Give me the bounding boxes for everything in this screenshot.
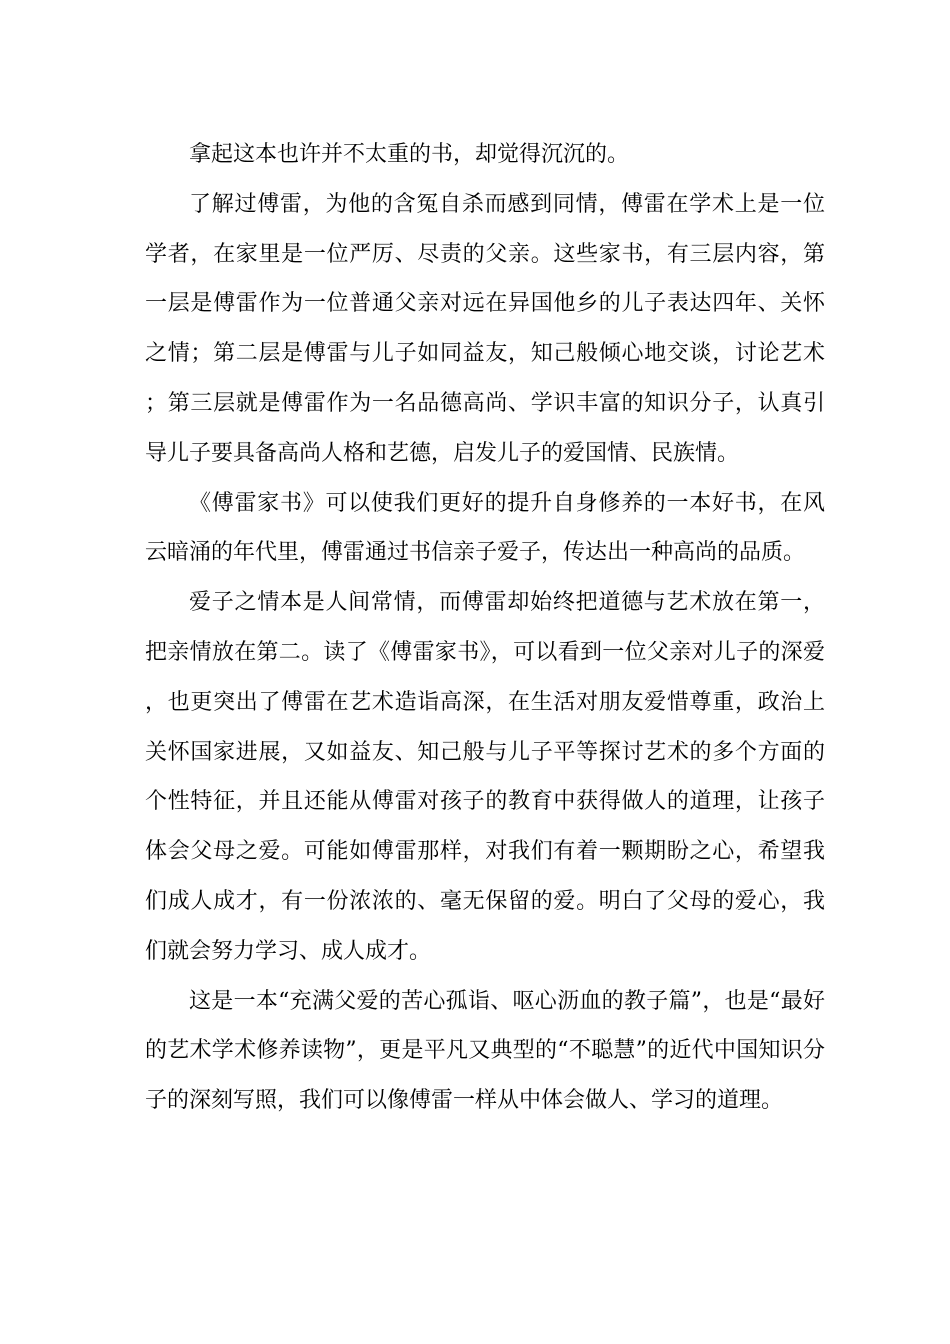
paragraph-5: 这是一本“充满父爱的苦心孤诣、呕心沥血的教子篇”，也是“最好的艺术学术修养读物”，更是平凡又典型的“不聪慧”的近代中国知识分子的深刻写照，我们可以像傅雷一样从中体会做人、学习的道理。: [145, 988, 825, 1114]
paragraph-4: 爱子之情本是人间常情，而傅雷却始终把道德与艺术放在第一，把亲情放在第二。读了《傅雷家书》，可以看到一位父亲对儿子的深爱，也更突出了傅雷在艺术造诣高深，在生活对朋友爱惜尊重，政治上关怀国家进展，又如益友、知己般与儿子平等探讨艺术的多个方面的个性特征，并且还能从傅雷对孩子的教育中获得做人的道理，让孩子体会父母之爱。可能如傅雷那样，对我们有着一颗期盼之心，希望我们成人成才，有一份浓浓的、毫无保留的爱。明白了父母的爱心，我们就会努力学习、成人成才。: [145, 590, 825, 964]
document-body: [145, 130, 825, 1126]
paragraph-3: 《傅雷家书》可以使我们更好的提升自身修养的一本好书，在风云暗涌的年代里，傅雷通过书信亲子爱子，传达出一种高尚的品质。: [145, 490, 825, 566]
paragraph-1: 拿起这本也许并不太重的书，却觉得沉沉的。: [189, 142, 630, 167]
paragraph-2: 了解过傅雷，为他的含冤自杀而感到同情，傅雷在学术上是一位学者，在家里是一位严厉、尽责的父亲。这些家书，有三层内容，第一层是傅雷作为一位普通父亲对远在异国他乡的儿子表达四年、关怀之情；第二层是傅雷与儿子如同益友，知己般倾心地交谈，讨论艺术；第三层就是傅雷作为一名品德高尚、学识丰富的知识分子，认真引导儿子要具备高尚人格和艺德，启发儿子的爱国情、民族情。: [145, 191, 825, 466]
